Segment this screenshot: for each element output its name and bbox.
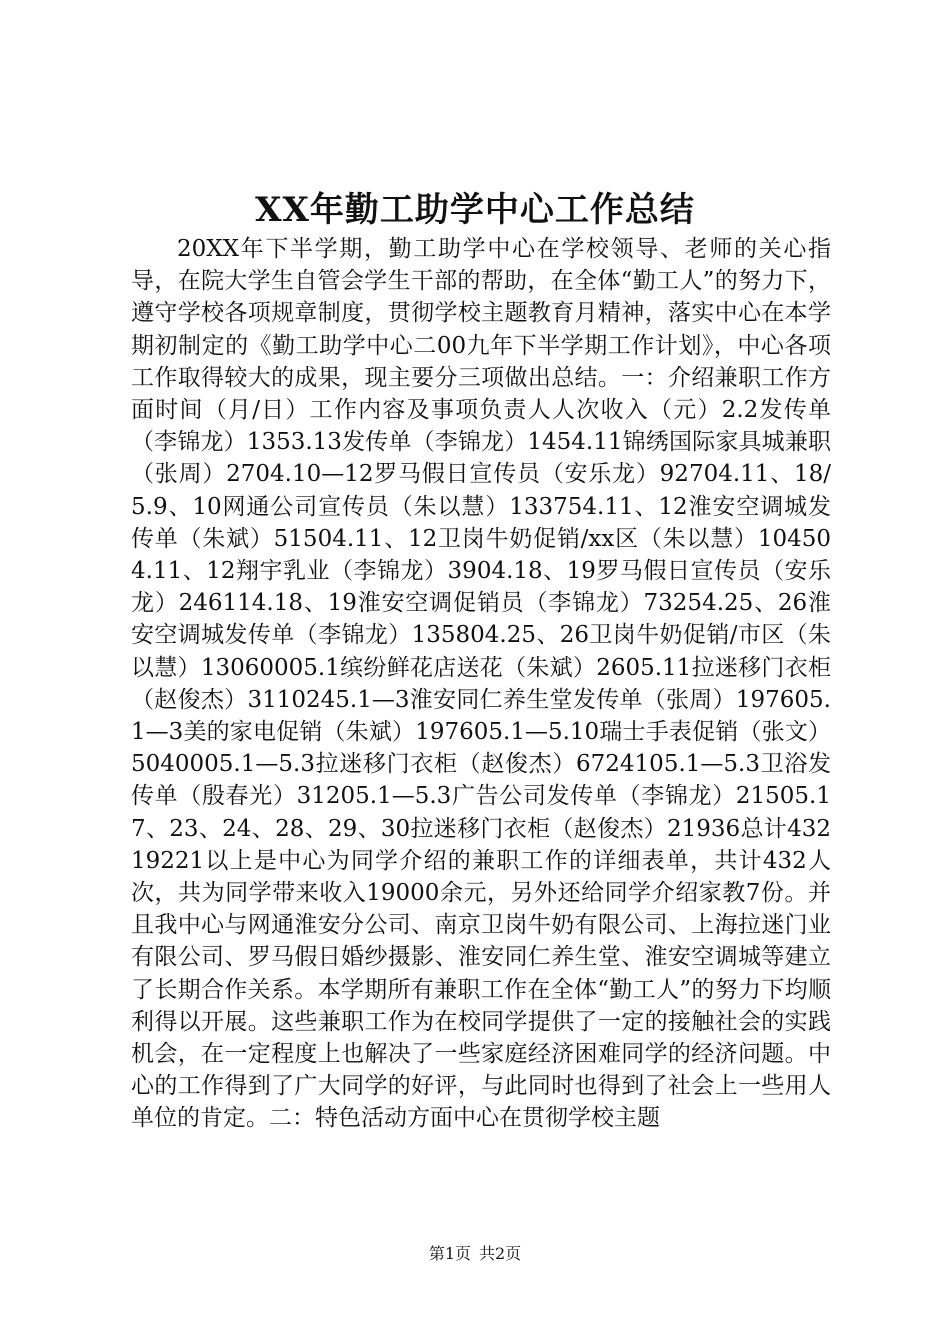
document-body: 20XX年下半学期，勤工助学中心在学校领导、老师的关心指导，在院大学生自管会学生干部的帮助，在全体“勤工人”的努力下，遵守学校各项规章制度，贯彻学校主题教育月精神，落实中心在本学期初制定的《勤工助学中心二00九年下半学期工作计划》，中心各项工作取得较大的成果，现主要分三项做出总结。一：介绍兼职工作方面时间（月/日）工作内容及事项负责人人次收入（元）2.2发传单（李锦龙）1353.13发传单（李锦龙）1454.11锦绣国际家具城兼职（张周）2704.10—12罗马假日宣传员（安乐龙）92704.11、18/5.9、10网通公司宣传员（朱以慧）133754.11、12淮安空调城发传单（朱斌）51504.11、12卫岗牛奶促销/xx区（朱以慧）104504.11、12翔宇乳业（李锦龙）3904.18、19罗马假日宣传员（安乐龙）246114.18、19淮安空调促销员（李锦龙）73254.25、26淮安空调城发传单（李锦龙）135804.25、26卫岗牛奶促销/市区（朱以慧）13060005.1缤纷鲜花店送花（朱斌）2605.11拉迷移门衣柜（赵俊杰）3110245.1—3淮安同仁养生堂发传单（张周）197605.1—3美的家电促销（朱斌）197605.1—5.10瑞士手表促销（张文）5040005.1—5.3拉迷移门衣柜（赵俊杰）6724105.1—5.3卫浴发传单（殷春光）31205.1—5.3广告公司发传单（李锦龙）21505.17、23、24、28、29、30拉迷移门衣柜（赵俊杰）21936总计43219221以上是中心为同学介绍的兼职工作的详细表单，共计432人次，共为同学带来收入19000余元，另外还给同学介绍家教7份。并且我中心与网通淮安分公司、南京卫岗牛奶有限公司、上海拉迷门业有限公司、罗马假日婚纱摄影、淮安同仁养生堂、淮安空调城等建立了长期合作关系。本学期所有兼职工作在全体“勤工人”的努力下均顺利得以开展。这些兼职工作为在校同学提供了一定的接触社会的实践机会，在一定程度上也解决了一些家庭经济困难同学的经济问题。中心的工作得到了广大同学的好评，与此同时也得到了社会上一些用人单位的肯定。二：特色活动方面中心在贯彻学校主题	[131, 236, 831, 1132]
page-number-current: 第1页	[428, 1244, 471, 1263]
page-footer	[0, 1243, 950, 1265]
page-number-total: 共2页	[479, 1244, 522, 1263]
document-title: XX年勤工助学中心工作总结	[255, 190, 695, 230]
